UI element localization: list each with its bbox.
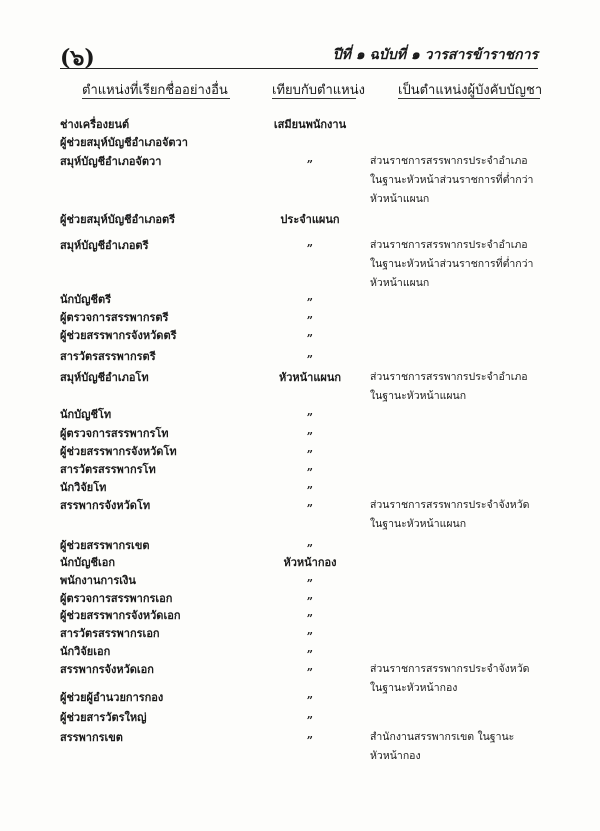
equivalent-position: „ [306,606,314,619]
supervisor-note [370,496,555,534]
table-row [0,496,600,530]
position-name: ผู้ช่วยสารวัตรใหญ่ [60,711,147,724]
position-name: ช่างเครื่องยนต์ [60,118,130,131]
supervisor-note [370,368,555,406]
supervisor-note-line: ส่วนราชการสรรพากรประจำอำเภอ [370,371,528,383]
table-row [0,624,600,642]
equivalent-position: „ [306,642,314,655]
supervisor-note-line: สำนักงานสรรพากรเขต ในฐานะ [370,731,515,743]
table-row [0,688,600,706]
column-header-equivalent: เทียบกับตำแหน่ง [272,83,365,98]
supervisor-note-line: ส่วนราชการสรรพากรประจำอำเภอ [370,239,528,251]
equivalent-position: „ [306,152,314,165]
table-row [0,660,600,694]
position-name: สารวัตรสรรพากรตรี [60,350,156,363]
supervisor-note-line: หัวหน้ากอง [370,750,421,762]
position-name: ผู้ช่วยสรรพากรเขต [60,539,150,552]
position-name: นักวิจัยโท [60,481,107,494]
position-name: นักวิจัยเอก [60,645,111,658]
column-header-other-names: ตำแหน่งที่เรียกชื่ออย่างอื่น [82,83,228,98]
table-row [0,405,600,423]
table-row [0,236,600,289]
position-name: พนักงานการเงิน [60,574,136,587]
position-name: ผู้ช่วยสรรพากรจังหวัดโท [60,445,177,458]
supervisor-note-line: ในฐานะหัวหน้าแผนก [370,518,467,530]
table-row [0,133,600,151]
table-row [0,210,600,228]
table-row [0,553,600,571]
equivalent-position: „ [306,442,314,455]
supervisor-note-line: ส่วนราชการสรรพากรประจำจังหวัด [370,663,530,675]
table-row [0,642,600,660]
position-name: สมุห์บัญชีอำเภอจัตวา [60,155,162,168]
position-name: ผู้ช่วยสรรพากรจังหวัดตรี [60,329,177,342]
position-name: ผู้ช่วยสมุห์บัญชีอำเภอตรี [60,213,176,226]
position-name: ผู้ตรวจการสรรพากรโท [60,427,169,440]
position-name: นักบัญชีตรี [60,293,112,306]
equivalent-position: ประจำแผนก [280,213,340,226]
running-header: ปีที่ ๑ ฉบับที่ ๑ วารสารข้าราชการ [332,47,538,63]
table-row [0,460,600,478]
equivalent-position: เสมียนพนักงาน [273,118,347,131]
position-name: สมุห์บัญชีอำเภอตรี [60,239,149,252]
table-row [0,571,600,589]
column-header-supervisor: เป็นตำแหน่งผู้บังคับบัญชา [398,83,543,98]
position-name: สารวัตรสรรพากรเอก [60,627,160,640]
supervisor-note [370,236,555,293]
supervisor-note-line: ในฐานะหัวหน้าแผนก [370,390,467,402]
table-row [0,728,600,762]
equivalent-position: „ [306,478,314,491]
position-name: ผู้ช่วยสมุห์บัญชีอำเภอจัตวา [60,136,188,149]
equivalent-position: หัวหน้ากอง [283,556,337,569]
supervisor-note-line: ในฐานะหัวหน้ากอง [370,682,458,694]
equivalent-position: „ [306,326,314,339]
position-name: สรรพากรจังหวัดโท [60,499,151,512]
position-name: สมุห์บัญชีอำเภอโท [60,371,149,384]
supervisor-note-line: หัวหน้าแผนก [370,193,430,205]
equivalent-position: „ [306,728,314,741]
equivalent-position: „ [306,624,314,637]
table-row [0,442,600,460]
position-name: ผู้ช่วยสรรพากรจังหวัดเอก [60,609,181,622]
equivalent-position: „ [306,308,314,321]
position-name: ผู้ตรวจการสรรพากรตรี [60,311,169,324]
equivalent-position: „ [306,405,314,418]
position-name: ผู้ตรวจการสรรพากรเอก [60,592,173,605]
supervisor-note-line: ส่วนราชการสรรพากรประจำจังหวัด [370,499,530,511]
equivalent-position: „ [306,424,314,437]
position-name: นักบัญชีเอก [60,556,116,569]
supervisor-note-line: หัวหน้าแผนก [370,277,430,289]
equivalent-position: „ [306,236,314,249]
position-name: สรรพากรจังหวัดเอก [60,663,154,676]
position-name: นักบัญชีโท [60,408,112,421]
table-row [0,424,600,442]
table-row [0,589,600,607]
equivalent-position: „ [306,688,314,701]
position-name: สรรพากรเขต [60,731,123,744]
equivalent-position: „ [306,347,314,360]
supervisor-note [370,728,555,766]
table-row [0,368,600,402]
table-row [0,290,600,308]
equivalent-position: หัวหน้าแผนก [278,371,342,384]
table-row [0,115,600,133]
table-row [0,536,600,554]
page-number: (๖) [60,45,95,71]
equivalent-position: „ [306,460,314,473]
table-row [0,708,600,726]
table-row [0,606,600,624]
equivalent-position: „ [306,536,314,549]
table-row [0,347,600,365]
supervisor-note-line: ส่วนราชการสรรพากรประจำอำเภอ [370,155,528,167]
table-row [0,478,600,496]
supervisor-note-line: ในฐานะหัวหน้าส่วนราชการที่ต่ำกว่า [370,174,534,186]
supervisor-note-line: ในฐานะหัวหน้าส่วนราชการที่ต่ำกว่า [370,258,534,270]
equivalent-position: „ [306,496,314,509]
table-row [0,308,600,326]
equivalent-position: „ [306,290,314,303]
equivalent-position: „ [306,708,314,721]
position-name: ผู้ช่วยผู้อำนวยการกอง [60,691,164,704]
equivalent-position: „ [306,660,314,673]
equivalent-position: „ [306,589,314,602]
supervisor-note [370,152,555,209]
table-row [0,152,600,205]
table-row [0,326,600,344]
equivalent-position: „ [306,571,314,584]
position-name: สารวัตรสรรพากรโท [60,463,156,476]
